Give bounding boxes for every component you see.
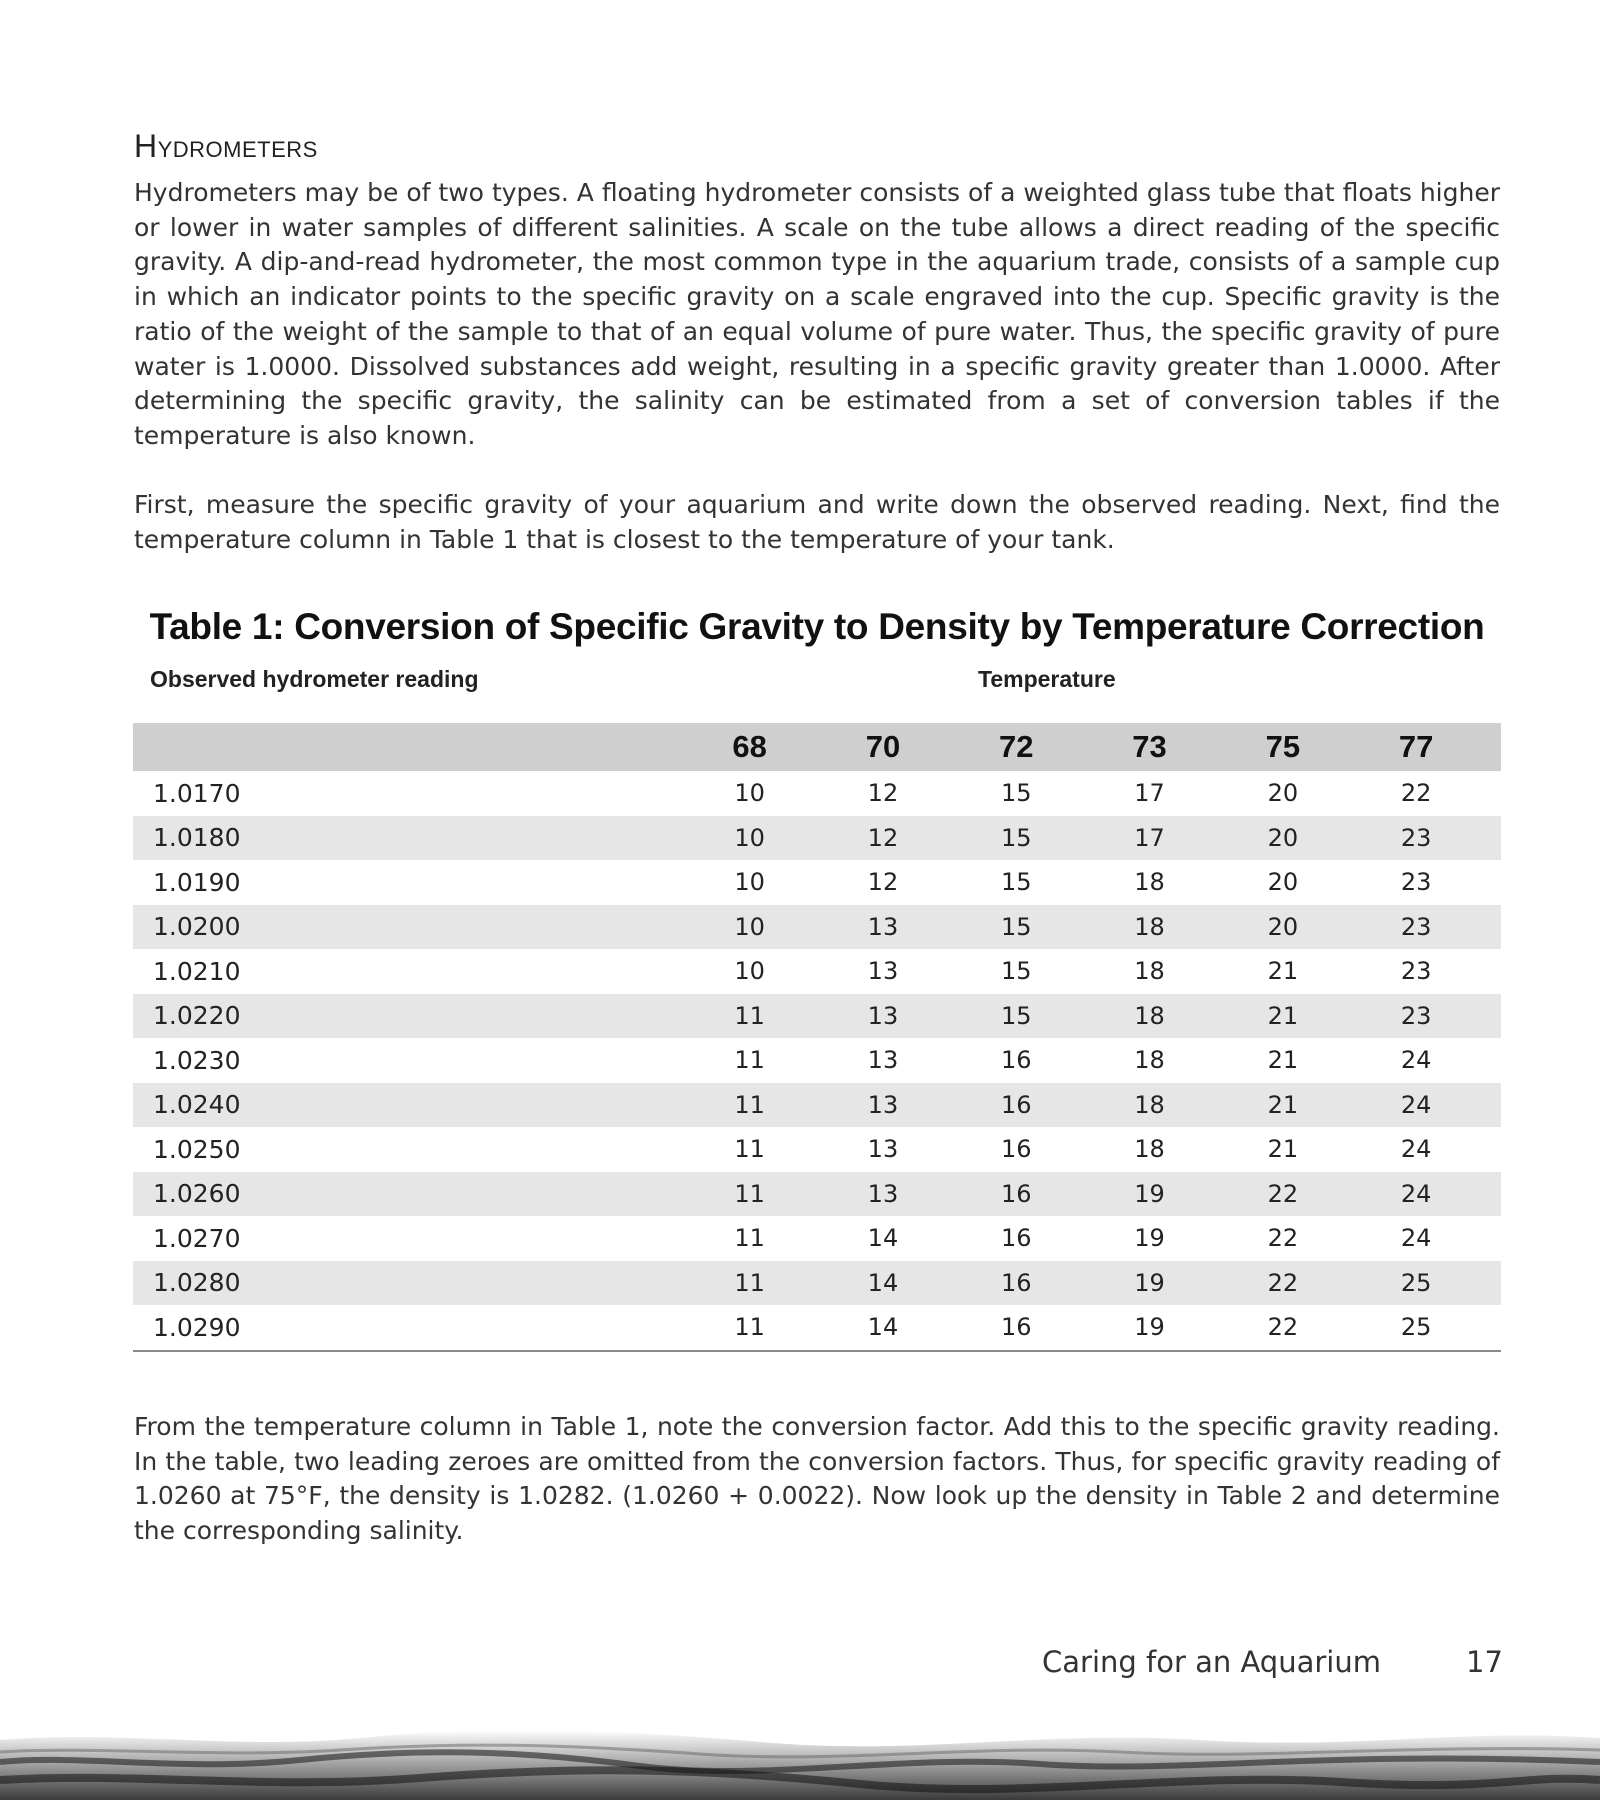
conversion-factor-cell: 11 xyxy=(734,1179,765,1208)
table-row xyxy=(133,860,1501,905)
conversion-factor-cell: 11 xyxy=(734,1090,765,1119)
temperature-column-header: 77 xyxy=(1398,729,1434,764)
conversion-factor-cell: 13 xyxy=(867,1001,899,1030)
conversion-factor-cell: 11 xyxy=(734,1224,765,1253)
conversion-factor-cell: 20 xyxy=(1267,912,1299,941)
conversion-factor-cell: 23 xyxy=(1400,1001,1432,1030)
row-header-label: Observed hydrometer reading xyxy=(150,666,479,692)
conversion-factor-cell: 11 xyxy=(734,1001,765,1030)
conversion-factor-cell: 23 xyxy=(1400,957,1432,986)
running-footer-title: Caring for an Aquarium xyxy=(1042,1645,1381,1679)
conversion-factor-cell: 15 xyxy=(1000,779,1032,808)
temperature-column-header: 73 xyxy=(1132,729,1167,764)
page-number: 17 xyxy=(1466,1645,1503,1679)
table-header-row xyxy=(133,723,1501,771)
intro-paragraph: Hydrometers may be of two types. A floating hydrometer consists of a weighted glass tube that floats higher or lower in water samples of different salinities. A scale on the tube allows a direct reading of the specific gravity. A dip-and-read hydrometer, the most common type in the aquarium trade, consists of a sample cup in which an indicator points to the specific gravity on a scale engraved into the cup. Specific gravity is the ratio of the weight of the sample to that of an equal volume of pure water. Thus, the specific gravity of pure water is 1.0000. Dissolved substances add weight, resulting in a specific gravity greater than 1.0000. After determining the specific gravity, the salinity can be estimated from a set of conversion tables if the temperature is also known. xyxy=(134,178,1500,450)
table-row xyxy=(133,1261,1501,1306)
conversion-factor-cell: 13 xyxy=(867,1179,899,1208)
explanation-paragraph: From the temperature column in Table 1, note the conversion factor. Add this to the specific gravity reading. In the table, two leading zeroes are omitted from the conversion factors. Thus, for specific gravity reading of 1.0260 at 75°F, the density is 1.0282. (1.0260 + 0.0022). Now look up the density in Table 2 and determine the corresponding salinity. xyxy=(134,1412,1500,1546)
hydrometer-reading-cell: 1.0190 xyxy=(153,867,241,897)
table-row xyxy=(133,1172,1501,1217)
conversion-factor-cell: 16 xyxy=(1000,1268,1032,1297)
conversion-factor-cell: 20 xyxy=(1267,868,1299,897)
conversion-factor-cell: 25 xyxy=(1400,1268,1432,1297)
conversion-factor-cell: 20 xyxy=(1267,779,1299,808)
conversion-factor-cell: 24 xyxy=(1400,1224,1432,1253)
conversion-factor-cell: 11 xyxy=(734,1135,765,1164)
conversion-factor-cell: 12 xyxy=(867,868,899,897)
conversion-factor-cell: 19 xyxy=(1134,1224,1165,1253)
temperature-column-header: 75 xyxy=(1265,729,1301,764)
hydrometer-reading-cell: 1.0260 xyxy=(153,1179,241,1209)
table-row xyxy=(133,905,1501,950)
conversion-factor-cell: 19 xyxy=(1134,1179,1165,1208)
water-wave-decoration xyxy=(0,1720,1600,1800)
table-row xyxy=(133,1305,1501,1350)
table-row xyxy=(133,949,1501,994)
conversion-factor-cell: 24 xyxy=(1400,1179,1432,1208)
conversion-factor-cell: 17 xyxy=(1134,779,1165,808)
table-row xyxy=(133,816,1501,861)
conversion-factor-cell: 23 xyxy=(1400,912,1432,941)
hydrometer-reading-cell: 1.0180 xyxy=(153,823,241,853)
conversion-factor-cell: 18 xyxy=(1134,1046,1165,1075)
conversion-factor-cell: 20 xyxy=(1267,823,1299,852)
conversion-factor-cell: 18 xyxy=(1134,868,1165,897)
conversion-factor-cell: 16 xyxy=(1000,1224,1032,1253)
conversion-factor-cell: 10 xyxy=(734,912,765,941)
conversion-factor-cell: 16 xyxy=(1000,1090,1032,1119)
conversion-factor-cell: 18 xyxy=(1134,1001,1165,1030)
conversion-factor-cell: 24 xyxy=(1400,1135,1432,1164)
conversion-factor-cell: 10 xyxy=(734,779,765,808)
conversion-factor-cell: 15 xyxy=(1000,868,1032,897)
conversion-factor-cell: 13 xyxy=(867,912,899,941)
hydrometer-reading-cell: 1.0230 xyxy=(153,1045,241,1075)
conversion-factor-cell: 11 xyxy=(734,1268,765,1297)
conversion-factor-cell: 21 xyxy=(1267,1001,1299,1030)
conversion-factor-cell: 19 xyxy=(1134,1313,1165,1342)
conversion-factor-cell: 15 xyxy=(1000,912,1032,941)
conversion-factor-cell: 18 xyxy=(1134,1135,1165,1164)
table-row xyxy=(133,1127,1501,1172)
hydrometer-reading-cell: 1.0290 xyxy=(153,1312,241,1342)
conversion-factor-cell: 23 xyxy=(1400,823,1432,852)
hydrometer-reading-cell: 1.0280 xyxy=(153,1268,241,1298)
hydrometer-reading-cell: 1.0270 xyxy=(153,1223,241,1253)
conversion-factor-cell: 13 xyxy=(867,1090,899,1119)
conversion-factor-cell: 14 xyxy=(867,1313,899,1342)
conversion-factor-cell: 18 xyxy=(1134,957,1165,986)
table-row xyxy=(133,1083,1501,1128)
table-row xyxy=(133,1216,1501,1261)
hydrometer-reading-cell: 1.0210 xyxy=(153,956,241,986)
hydrometer-reading-cell: 1.0170 xyxy=(153,778,241,808)
conversion-factor-cell: 16 xyxy=(1000,1135,1032,1164)
column-group-label: Temperature xyxy=(978,666,1116,692)
hydrometer-reading-cell: 1.0200 xyxy=(153,912,241,942)
conversion-factor-cell: 23 xyxy=(1400,868,1432,897)
conversion-factor-cell: 11 xyxy=(734,1046,765,1075)
table-title: Table 1: Conversion of Specific Gravity to Density by Temperature Correction xyxy=(149,606,1485,647)
conversion-factor-cell: 21 xyxy=(1267,1046,1299,1075)
conversion-factor-cell: 22 xyxy=(1267,1224,1299,1253)
conversion-factor-cell: 14 xyxy=(867,1224,899,1253)
hydrometer-reading-cell: 1.0240 xyxy=(153,1090,241,1120)
instruction-paragraph: First, measure the specific gravity of your aquarium and write down the observed reading. Next, find the temperature column in Table 1 that is closest to the temperature of your tank. xyxy=(134,490,1500,554)
hydrometer-reading-cell: 1.0220 xyxy=(153,1001,241,1031)
conversion-factor-cell: 13 xyxy=(867,1135,899,1164)
table-row xyxy=(133,994,1501,1039)
conversion-factor-cell: 12 xyxy=(867,823,899,852)
conversion-factor-cell: 18 xyxy=(1134,1090,1165,1119)
conversion-factor-cell: 21 xyxy=(1267,957,1299,986)
temperature-column-header: 72 xyxy=(999,729,1034,764)
conversion-factor-cell: 16 xyxy=(1000,1179,1032,1208)
conversion-factor-cell: 25 xyxy=(1400,1313,1432,1342)
section-heading: Hydrometers xyxy=(134,128,318,164)
conversion-factor-cell: 19 xyxy=(1134,1268,1165,1297)
temperature-column-header: 70 xyxy=(865,729,901,764)
conversion-factor-cell: 24 xyxy=(1400,1046,1432,1075)
conversion-factor-cell: 15 xyxy=(1000,957,1032,986)
hydrometer-reading-cell: 1.0250 xyxy=(153,1134,241,1164)
conversion-factor-cell: 16 xyxy=(1000,1313,1032,1342)
conversion-factor-cell: 10 xyxy=(734,957,765,986)
table-row xyxy=(133,771,1501,816)
conversion-factor-cell: 15 xyxy=(1000,1001,1032,1030)
conversion-factor-cell: 16 xyxy=(1000,1046,1032,1075)
conversion-factor-cell: 18 xyxy=(1134,912,1165,941)
conversion-factor-cell: 24 xyxy=(1400,1090,1432,1119)
temperature-column-header: 68 xyxy=(732,729,767,764)
conversion-factor-cell: 22 xyxy=(1267,1268,1299,1297)
conversion-factor-cell: 14 xyxy=(867,1268,899,1297)
conversion-factor-cell: 17 xyxy=(1134,823,1165,852)
conversion-factor-cell: 22 xyxy=(1267,1179,1299,1208)
conversion-factor-cell: 15 xyxy=(1000,823,1032,852)
conversion-factor-cell: 13 xyxy=(867,957,899,986)
conversion-factor-cell: 22 xyxy=(1400,779,1432,808)
conversion-factor-cell: 13 xyxy=(867,1046,899,1075)
conversion-factor-cell: 10 xyxy=(734,868,765,897)
table-body xyxy=(133,771,1501,1350)
table-row xyxy=(133,1038,1501,1083)
conversion-factor-cell: 22 xyxy=(1267,1313,1299,1342)
conversion-factor-cell: 11 xyxy=(734,1313,765,1342)
conversion-factor-cell: 21 xyxy=(1267,1090,1299,1119)
conversion-table xyxy=(133,723,1501,1352)
conversion-factor-cell: 10 xyxy=(734,823,765,852)
conversion-factor-cell: 21 xyxy=(1267,1135,1299,1164)
conversion-factor-cell: 12 xyxy=(867,779,899,808)
